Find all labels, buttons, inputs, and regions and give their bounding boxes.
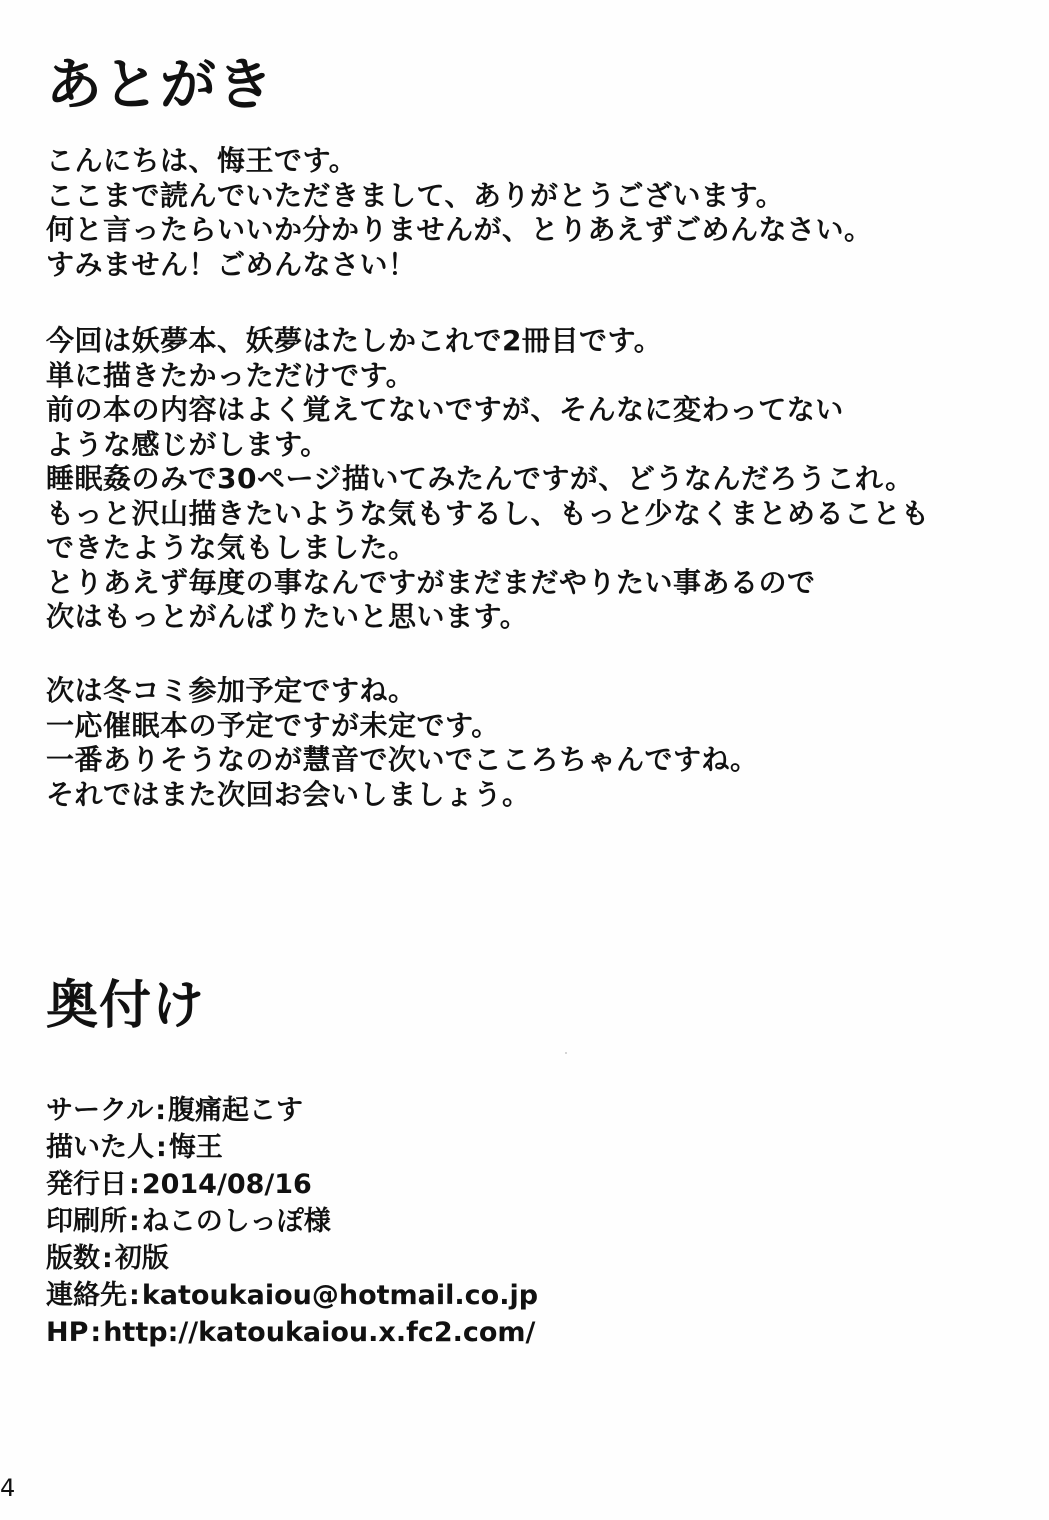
text-line: もっと沢山描きたいような気もするし、もっと少なくまとめることも [46, 496, 930, 530]
colophon-value: 腹痛起こす [168, 1095, 304, 1126]
colophon-row-homepage [46, 1314, 538, 1351]
text-line: 一番ありそうなのが慧音で次いでこころちゃんですね。 [46, 743, 759, 776]
colophon-separator: : [129, 1206, 140, 1237]
text-line: 今回は妖夢本、妖夢はたしかこれで2冊目です。 [46, 324, 663, 357]
text-line: ような感じがします。 [46, 427, 329, 461]
text-line: すみません！ごめんなさい！ [46, 247, 417, 281]
colophon-separator: : [102, 1243, 113, 1274]
colophon-label: HP [46, 1317, 89, 1348]
text-line: ここまで読んでいただきまして、ありがとうございます。 [46, 178, 785, 212]
colophon-label: 連絡先 [46, 1280, 127, 1311]
colophon-label: 印刷所 [46, 1206, 127, 1237]
colophon-value: 初版 [114, 1243, 169, 1274]
afterword-title: あとがき [46, 53, 274, 118]
colophon-url: http://katoukaiou.x.fc2.com/ [103, 1317, 536, 1348]
text-line: 次はもっとがんばりたいと思います。 [46, 600, 529, 633]
afterword-paragraph-3 [46, 674, 759, 812]
colophon-value: 悔王 [168, 1132, 223, 1163]
colophon-separator: : [129, 1169, 140, 1200]
colophon-label: サークル [46, 1095, 154, 1126]
colophon-separator: : [90, 1317, 102, 1348]
colophon-label: 発行日 [46, 1169, 127, 1200]
text-line: とりあえず毎度の事なんですがまだまだやりたい事あるので [46, 565, 816, 599]
colophon-email: katoukaiou@hotmail.co.jp [141, 1280, 539, 1311]
text-line: できたような気もしました。 [46, 531, 417, 564]
colophon-list [46, 1092, 538, 1351]
colophon-row-contact [46, 1277, 538, 1314]
colophon-value: ねこのしっぽ様 [141, 1206, 331, 1237]
colophon-row-author [46, 1129, 538, 1166]
page-number: 4 [0, 1474, 16, 1502]
text-line: それではまた次回お会いしましょう。 [46, 777, 531, 811]
colophon-row-edition [46, 1240, 538, 1277]
colophon-label: 描いた人 [46, 1132, 154, 1163]
colophon-row-circle [46, 1092, 538, 1129]
text-line: 前の本の内容はよく覚えてないですが、そんなに変わってない [46, 393, 844, 426]
text-line: 単に描きたかっただけです。 [46, 358, 415, 392]
text-line: こんにちは、悔王です。 [46, 144, 358, 177]
colophon-separator: : [156, 1132, 167, 1163]
colophon-value: 2014/08/16 [141, 1169, 312, 1200]
text-line: 何と言ったらいいか分かりませんが、とりあえずごめんなさい。 [46, 213, 873, 246]
afterword-paragraph-2 [46, 324, 930, 635]
text-line: 睡眠姦のみで30ページ描いてみたんですが、どうなんだろうこれ。 [46, 462, 914, 495]
colophon-label: 版数 [46, 1243, 100, 1274]
colophon-row-date [46, 1166, 538, 1203]
colophon-title: 奥付け [46, 976, 206, 1036]
afterword-paragraph-1 [46, 144, 873, 282]
text-line: 次は冬コミ参加予定ですね。 [46, 674, 417, 707]
paper-speck [565, 1052, 567, 1054]
text-line: 一応催眠本の予定ですが未定です。 [46, 708, 500, 742]
colophon-separator: : [155, 1095, 167, 1126]
colophon-separator: : [129, 1280, 140, 1311]
colophon-row-printer [46, 1203, 538, 1240]
